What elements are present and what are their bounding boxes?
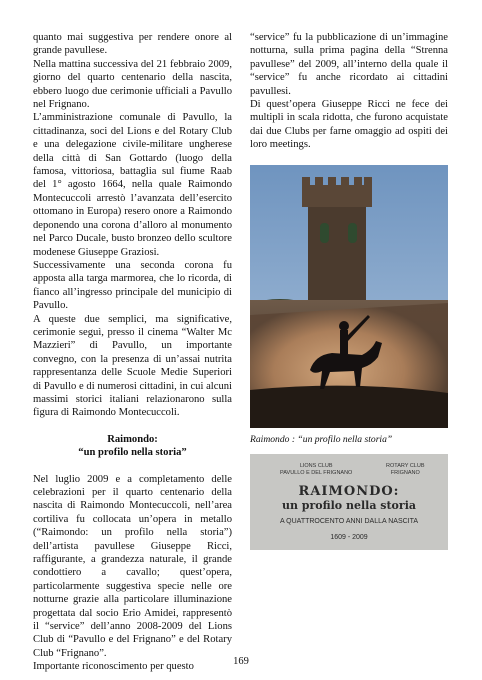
paragraph: A queste due semplici, ma significative, cerimonie seguì, presso il cinema “Walter Mc Mazzieri” di Pavullo, un importante convegno, con la presenza di un’assai nutrita rappresentanza delle Scuole Medie Superiori di Pavullo e di numerosi cittadini, in cui alcuni massimi storici italiani relazionarono sulla figura di Raimondo Montecuccoli. xyxy=(33,313,232,419)
plaque-subtitle: un profilo nella storia xyxy=(281,499,416,512)
paragraph: quanto mai suggestiva per rendere onore al grande pavullese. xyxy=(33,32,232,57)
paragraph: Nella mattina successiva del 21 febbraio 2009, giorno del quarto centenario della nascita, ebbero luogo due cerimonie ufficiali a Pavullo nel Frignano. xyxy=(33,58,232,111)
paragraph: Successivamente una seconda corona fu apposta alla targa marmorea, che lo ricorda, di fianco all’ingresso principale del municipio di Pavullo. xyxy=(33,259,232,312)
plaque-years: 1609 - 2009 xyxy=(330,534,368,541)
plaque-lions-line1: LIONS CLUB xyxy=(299,463,333,469)
page-number: 169 xyxy=(233,656,249,667)
plaque-rotary-line1: ROTARY CLUB xyxy=(386,463,425,469)
paragraph: L’amministrazione comunale di Pavullo, la cittadinanza, soci del Lions e del Rotary Club e una delegazione civile-militare ungherese della città di San Gottardo (luogo della famosa, vittoriosa, battaglia sul fiume Raab del 1° agosto 1664, nella quale Raimondo Montecuccoli arrestò l’avanzata dell’esercito ottomano in Europa) resero onore a Raimondo deponendo una corona d’alloro al monumento nel Parco Ducale, busto bronzeo dello scultore modenese Giuseppe Graziosi. xyxy=(33,112,232,258)
right-column xyxy=(250,31,448,152)
paragraph: Di quest’opera Giuseppe Ricci ne fece dei multipli in scala ridotta, che furono acquistate dai due Clubs per farne omaggio ad ospiti dei loro meetings. xyxy=(250,99,448,151)
plaque-centenary-line: A QUATTROCENTO ANNI DALLA NASCITA xyxy=(279,518,419,525)
tower-statue-photo xyxy=(250,165,448,428)
section-heading-line1: Raimondo: xyxy=(107,433,158,445)
section-heading xyxy=(33,433,232,460)
paragraph: Nel luglio 2009 e a completamento delle celebrazioni per il quarto centenario della nascita di Raimondo Montecuccoli, nell’area cortiliva fu collocata un’opera in metallo (“Raimondo: un profilo nella storia”) dell’artista pavullese Giuseppe Ricci, raffigurante, a grandezza naturale, il grande condottiero a cavallo; quest’opera, particolarmente suggestiva specie nelle ore notturne grazie alla particolare illuminazione progettata dal socio Erio Amidei, rappresentò il “service” dell’anno 2008-2009 del Lions Club di “Pavullo e del Frignano” e del Rotary Club “Frignano”. xyxy=(33,473,232,659)
plaque-lions-line2: PAVULLO E DEL FRIGNANO xyxy=(280,470,353,476)
section-heading-line2: “un profilo nella storia” xyxy=(78,447,187,459)
left-column xyxy=(33,31,232,674)
plaque-photo xyxy=(250,454,448,550)
plaque-title: RAIMONDO: xyxy=(298,484,400,499)
paragraph: “service” fu la pubblicazione di un’immagine notturna, sulla prima pagina della “Strenna pavullese” del 2009, all’interno della quale il “service” fu anche ricordato ai cittadini pavullesi. xyxy=(250,32,448,97)
photo-caption: Raimondo : “un profilo nella storia” xyxy=(250,434,393,445)
plaque-rotary-line2: FRIGNANO xyxy=(390,470,420,476)
paragraph: Importante riconoscimento per questo xyxy=(33,661,194,673)
